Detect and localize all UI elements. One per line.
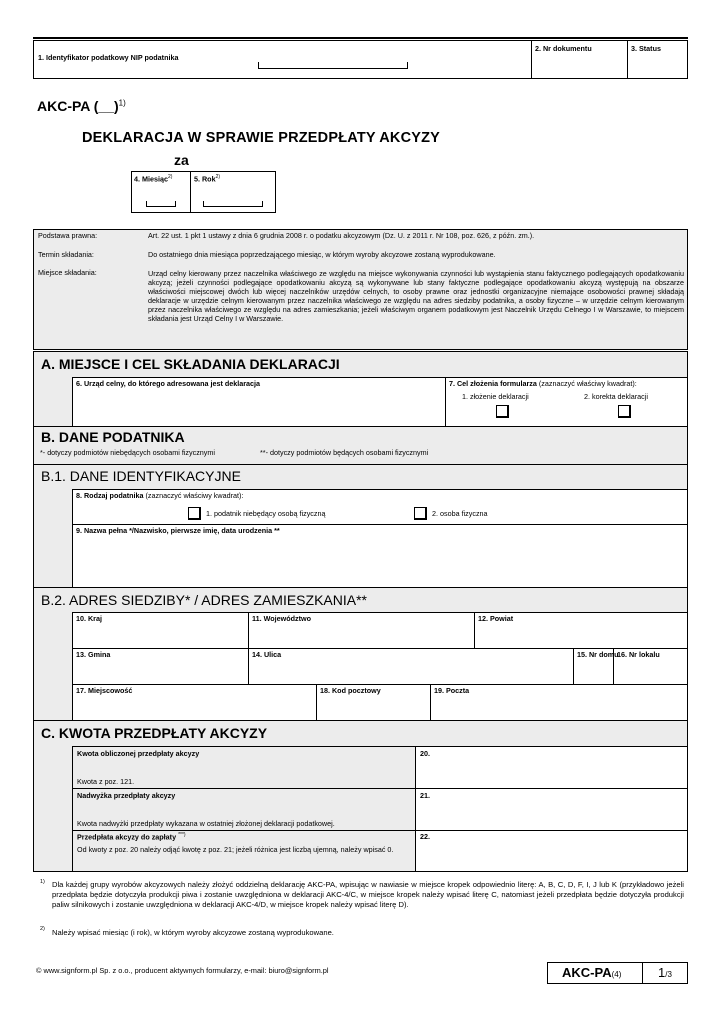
footer-form-code	[562, 965, 621, 980]
footnote-2-mark: 2)	[40, 926, 45, 932]
header-divider	[531, 40, 532, 79]
form-code	[37, 98, 126, 114]
field-18-label[interactable]: 18. Kod pocztowy	[320, 686, 381, 695]
row-21-label: Nadwyżka przedpłaty akcyzy	[77, 791, 176, 800]
field-4-footnote: 2)	[167, 174, 173, 180]
field-8-label	[76, 492, 243, 500]
rule	[248, 648, 249, 684]
field-4-label	[134, 175, 172, 184]
field-13-label[interactable]: 13. Gmina	[76, 650, 111, 659]
page-current: 1	[658, 965, 666, 980]
footer-code-version: (4)	[611, 970, 622, 979]
footer-code-text: AKC-PA	[562, 965, 612, 980]
row-21-desc: Kwota nadwyżki przedpłaty wykazana w ostatniej złożonej deklaracji podatkowej.	[77, 819, 335, 828]
field-3-label: 3. Status	[631, 44, 661, 53]
taxpayer-type-1-label: 1. podatnik niebędący osobą fizyczną	[206, 509, 326, 518]
section-b-title: B. DANE PODATNIKA	[41, 429, 185, 445]
purpose-option-2-label: 2. korekta deklaracji	[584, 392, 648, 401]
field-20-label[interactable]: 20.	[420, 749, 430, 758]
field-5-footnote: 2)	[215, 174, 221, 180]
purpose-option-1-label: 1. złożenie deklaracji	[462, 392, 529, 401]
nip-input[interactable]	[258, 62, 408, 69]
field-4-text: 4. Miesiąc	[134, 174, 168, 184]
field-5-text: 5. Rok	[194, 174, 216, 184]
section-b2-margin	[34, 612, 72, 720]
field-22-label[interactable]: 22.	[420, 832, 430, 841]
info-label-deadline: Termin składania:	[38, 250, 94, 259]
row-20-label: Kwota obliczonej przedpłaty akcyzy	[77, 749, 200, 758]
field-7-label	[449, 380, 637, 388]
field-12-label[interactable]: 12. Powiat	[478, 614, 514, 623]
row-22-label	[77, 833, 186, 842]
section-b1-title: B.1. DANE IDENTYFIKACYJNE	[41, 468, 241, 484]
form-code-footnote: 1)	[118, 98, 126, 108]
footer-divider	[642, 962, 643, 984]
period-divider	[190, 171, 191, 213]
rule	[474, 612, 475, 648]
taxpayer-type-2-checkbox[interactable]	[414, 507, 427, 520]
field-9-label: 9. Nazwa pełna */Nazwisko, pierwsze imię, data urodzenia **	[76, 526, 280, 535]
rule	[430, 684, 431, 720]
field-7-text: 7. Cel złożenia formularza	[449, 379, 537, 388]
info-label-place: Miejsce składania:	[38, 268, 97, 277]
field-16-label[interactable]: 16. Nr lokalu	[617, 650, 660, 659]
section-a-margin	[34, 377, 72, 426]
section-b-note-1: *- dotyczy podmiotów niebędących osobami fizycznymi	[40, 448, 215, 457]
rule	[573, 648, 574, 684]
field-1-label: 1. Identyfikator podatkowy NIP podatnika	[38, 53, 179, 62]
rule	[72, 830, 687, 831]
copyright: © www.signform.pl Sp. z o.o., producent aktywnych formularzy, e-mail: biuro@signform.pl	[36, 966, 329, 975]
row-22-desc: Od kwoty z poz. 20 należy odjąć kwotę z poz. 21; jeżeli różnica jest liczbą ujemną, należy wpisać 0.	[77, 845, 394, 854]
purpose-option-1-checkbox[interactable]	[496, 405, 509, 418]
info-label-basis: Podstawa prawna:	[38, 231, 98, 240]
rule	[72, 648, 687, 649]
taxpayer-type-2-label: 2. osoba fizyczna	[432, 509, 488, 518]
rule	[72, 746, 687, 747]
row-22-footnote: ***)	[178, 832, 186, 838]
footnote-1-text: Dla każdej grupy wyrobów akcyzowych należy złożyć oddzielną deklarację AKC-PA, wpisując w nawiasie w miejsce kropek odpowiednio literę: A, B, C, D, F, I, J lub K (przykładowo jeżeli przedpłata będzie dotyczyła produkcji piwa i zostanie uwzględniona w deklaracji AKC-4/C, w miejsce kropek należy wpisać literę C, natomiast jeżeli przedpłata będzie dotyczyła produkcji paliw silnikowych i zostanie uwzględniona w deklaracji AKC-4/D, w miejsce kropek należy wpisać literę D).	[52, 880, 684, 909]
row-20-desc: Kwota z poz. 121.	[77, 777, 135, 786]
header-divider	[627, 40, 628, 79]
rule	[72, 612, 687, 613]
section-c-margin	[34, 746, 72, 871]
info-text-place: Urząd celny kierowany przez naczelnika właściwego ze względu na miejsce wykonywania czynności lub wystąpienia stanu faktycznego podlegających opodatkowaniu akcyzą; jeżeli czynności podlegające opodatkowaniu akcyzą są wykonywane lub stany faktyczne podlegające opodatkowaniu akcyzą występują na obszarze właściwości miejscowej dwóch lub więcej naczelników urzędów celnych, to osoby prawne oraz jednostki organizacyjne niemające osobowości prawnej składają deklaracje w urzędzie celnym kierowanym przez naczelnika właściwego ze względu na adres siedziby podatnika, a osoby fizyczne – w urzędzie celnym kierowanym przez naczelnika właściwego ze względu na adres zamieszkania; jeżeli właściwym organem podatkowym jest Naczelnik Urzędu Celnego I w Warszawie, to miejscem składania jest Urząd Celny I w Warszawie.	[148, 269, 684, 323]
rule	[316, 684, 317, 720]
field-10-label[interactable]: 10. Kraj	[76, 614, 102, 623]
field-8-hint: (zaznaczyć właściwy kwadrat):	[145, 491, 244, 500]
row-22-label-text: Przedpłata akcyzy do zapłaty	[77, 832, 177, 842]
section-b1-margin	[34, 489, 72, 587]
rule	[72, 788, 687, 789]
field-5-label	[194, 175, 220, 184]
section-c-title: C. KWOTA PRZEDPŁATY AKCYZY	[41, 725, 268, 741]
field-6-label: 6. Urząd celny, do którego adresowana jest deklaracja	[76, 379, 261, 388]
purpose-option-2-checkbox[interactable]	[618, 405, 631, 418]
rule	[248, 612, 249, 648]
form-za: za	[174, 152, 189, 168]
section-a-title: A. MIEJSCE I CEL SKŁADANIA DEKLARACJI	[41, 356, 340, 372]
rule	[72, 746, 73, 871]
rule	[415, 746, 416, 871]
section-b2-title: B.2. ADRES SIEDZIBY* / ADRES ZAMIESZKANIA**	[41, 592, 367, 608]
page-number	[658, 965, 672, 980]
rule	[445, 377, 446, 426]
rule	[72, 377, 687, 378]
rule	[72, 684, 687, 685]
footnote-1-mark: 1)	[40, 879, 45, 885]
rule	[72, 489, 687, 490]
field-8-text: 8. Rodzaj podatnika	[76, 491, 144, 500]
form-title: DEKLARACJA W SPRAWIE PRZEDPŁATY AKCYZY	[82, 130, 441, 146]
field-15-label[interactable]: 15. Nr domu	[577, 650, 619, 659]
field-7-hint: (zaznaczyć właściwy kwadrat):	[538, 379, 637, 388]
section-b-note-2: **- dotyczy podmiotów będących osobami fizycznymi	[260, 448, 429, 457]
rule	[72, 612, 73, 720]
form-code-text: AKC-PA (__)	[37, 98, 119, 114]
page-total: /3	[665, 970, 672, 979]
field-14-label[interactable]: 14. Ulica	[252, 650, 282, 659]
month-input[interactable]	[146, 201, 176, 207]
taxpayer-type-1-checkbox[interactable]	[188, 507, 201, 520]
full-name-input[interactable]	[73, 537, 686, 586]
field-11-label[interactable]: 11. Województwo	[252, 614, 311, 623]
rule	[72, 524, 687, 525]
customs-office-input[interactable]	[73, 390, 444, 425]
info-text-deadline: Do ostatniego dnia miesiąca poprzedzającego miesiąc, w którym wyroby akcyzowe zostaną wyprodukowane.	[148, 250, 496, 259]
footnote-2-text: Należy wpisać miesiąc (i rok), w którym wyroby akcyzowe zostaną wyprodukowane.	[52, 928, 334, 937]
year-input[interactable]	[203, 201, 263, 207]
field-19-label[interactable]: 19. Poczta	[434, 686, 470, 695]
top-rule	[33, 37, 688, 39]
field-2-label: 2. Nr dokumentu	[535, 44, 592, 53]
field-17-label[interactable]: 17. Miejscowość	[76, 686, 133, 695]
field-21-label[interactable]: 21.	[420, 791, 430, 800]
info-text-basis: Art. 22 ust. 1 pkt 1 ustawy z dnia 6 grudnia 2008 r. o podatku akcyzowym (Dz. U. z 2011 r. Nr 108, poz. 626, z późn. zm.).	[148, 231, 535, 240]
